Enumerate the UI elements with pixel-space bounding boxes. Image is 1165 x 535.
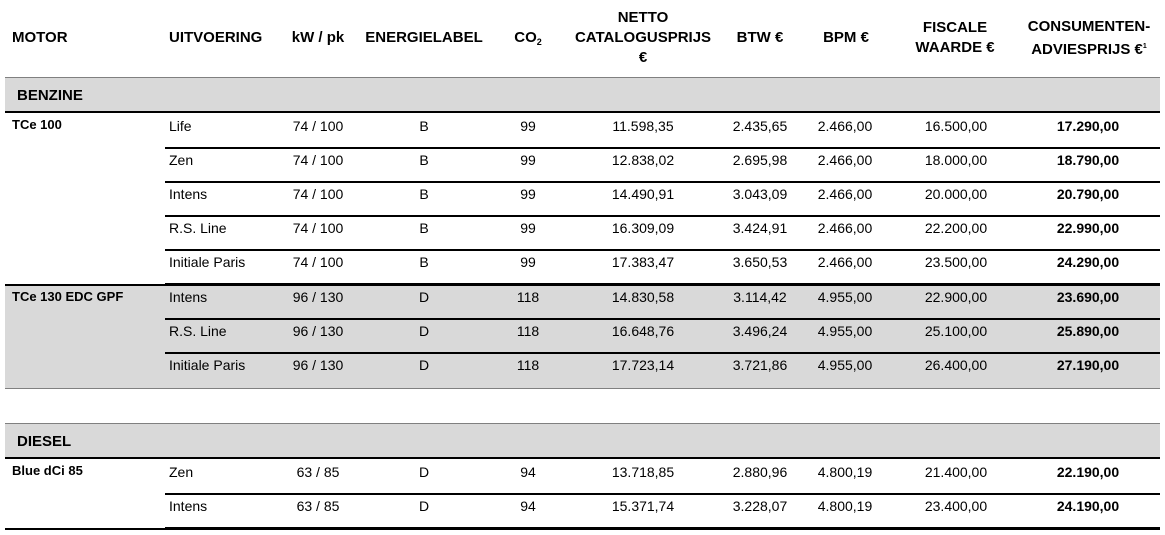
table-row: Intens 96 / 130 D 118 14.830,58 3.114,42 4.955,00 22.900,00 23.690,00 — [165, 286, 1160, 320]
table-row: Intens 74 / 100 B 99 14.490,91 3.043,09 2.466,00 20.000,00 20.790,00 — [165, 183, 1160, 217]
section-label: BENZINE — [17, 87, 83, 104]
header-consumentenadviesprijs: CONSUMENTEN- ADVIESPRIJS €$^1$ — [1027, 17, 1151, 58]
header-motor: MOTOR — [12, 29, 68, 46]
co2-subscript: 2 — [536, 36, 542, 47]
motor-name: TCe 100 — [12, 117, 62, 132]
cell-uitvoering: Intens — [169, 186, 208, 202]
table-row: Intens 63 / 85 D 94 15.371,74 3.228,07 4.800,19 23.400,00 24.190,00 — [165, 495, 1160, 529]
header-bpm: BPM € — [823, 29, 869, 46]
header-uitvoering: UITVOERING — [169, 29, 263, 46]
section-diesel — [5, 423, 1160, 459]
cell-uitvoering: Life — [169, 118, 192, 134]
cell-uitvoering: Intens — [169, 289, 208, 305]
motor-name: Blue dCi 85 — [12, 463, 83, 478]
motor-name: TCe 130 EDC GPF — [12, 289, 124, 304]
header-co2: $CO_2$ — [514, 28, 542, 47]
cell-uitvoering: Intens — [169, 498, 208, 514]
table-row: Life 74 / 100 B 99 11.598,35 2.435,65 2.466,00 16.500,00 17.290,00 — [165, 115, 1160, 149]
table-bottom-rule — [5, 528, 1160, 530]
footnote-marker: 1 — [1142, 42, 1147, 50]
row-divider — [5, 388, 1160, 389]
cell-uitvoering: Initiale Paris — [169, 254, 246, 270]
table-row: Initiale Paris 74 / 100 B 99 17.383,47 3.650,53 2.466,00 23.500,00 24.290,00 — [165, 251, 1160, 285]
header-netto-catalogusprijs: NETTO CATALOGUSPRIJS € — [574, 9, 712, 66]
cell-uitvoering: Initiale Paris — [169, 357, 246, 373]
section-label: DIESEL — [17, 433, 72, 450]
header-energielabel: ENERGIELABEL — [365, 29, 483, 46]
table-row: R.S. Line 96 / 130 D 118 16.648,76 3.496,24 4.955,00 25.100,00 25.890,00 — [165, 320, 1160, 354]
table-row: Zen 63 / 85 D 94 13.718,85 2.880,96 4.800,19 21.400,00 22.190,00 — [165, 461, 1160, 495]
section-benzine — [5, 77, 1160, 113]
table-row: Zen 74 / 100 B 99 12.838,02 2.695,98 2.466,00 18.000,00 18.790,00 — [165, 149, 1160, 183]
header-btw: BTW € — [736, 29, 784, 46]
header-fiscale-waarde: FISCALE WAARDE € — [915, 19, 995, 56]
header-kw-pk: kW / pk — [291, 29, 345, 46]
cell-uitvoering: R.S. Line — [169, 220, 227, 236]
cell-uitvoering: R.S. Line — [169, 323, 227, 339]
cell-uitvoering: Zen — [169, 464, 194, 480]
table-row: R.S. Line 74 / 100 B 99 16.309,09 3.424,91 2.466,00 22.200,00 22.990,00 — [165, 217, 1160, 251]
cell-uitvoering: Zen — [169, 152, 194, 168]
table-row: Initiale Paris 96 / 130 D 118 17.723,14 3.721,86 4.955,00 26.400,00 27.190,00 — [169, 357, 1120, 373]
